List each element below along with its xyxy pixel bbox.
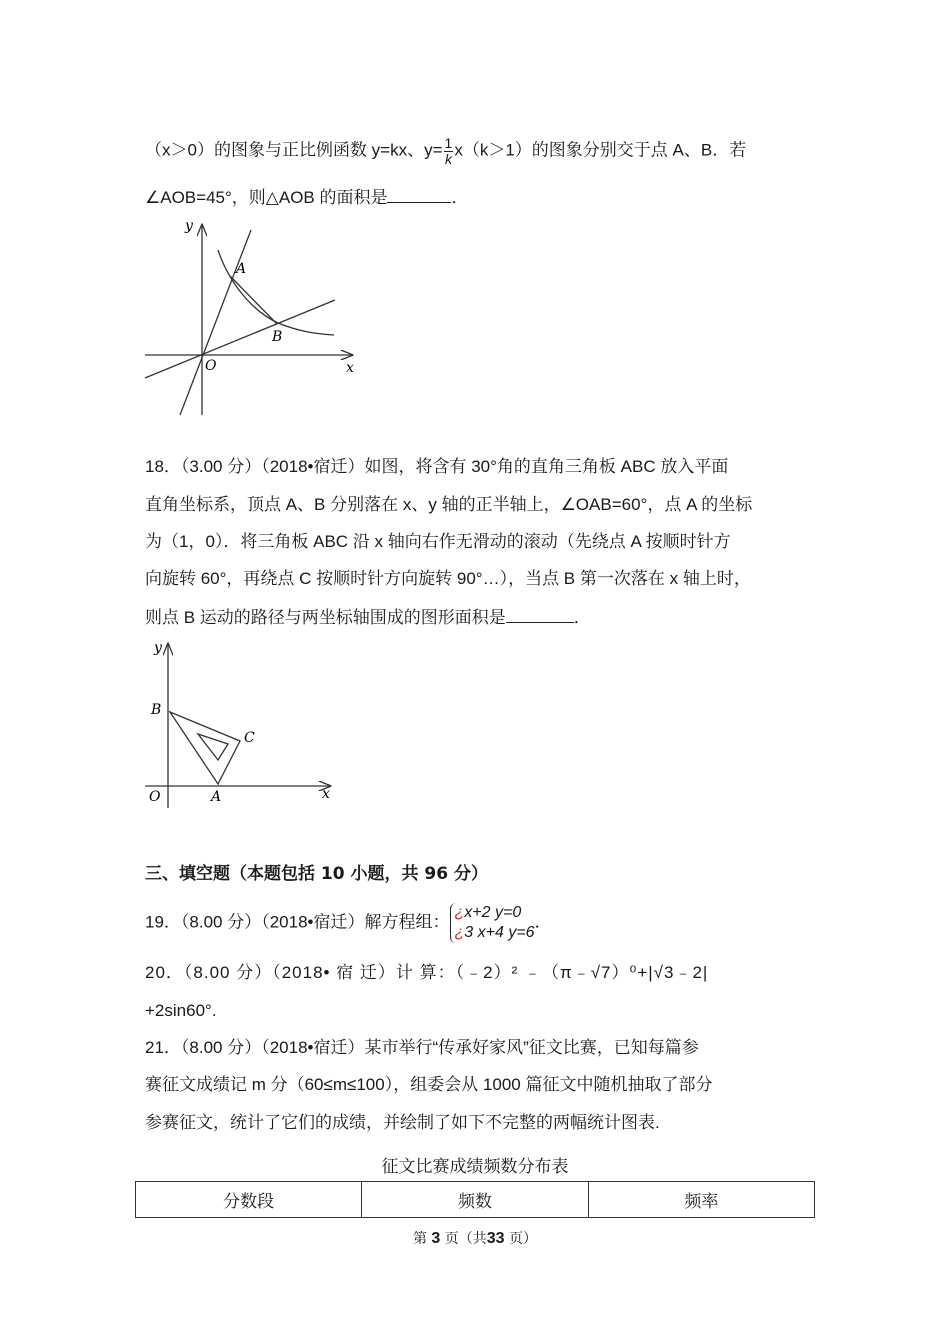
q17-line-2 (145, 188, 468, 206)
q18-end: ． (573, 608, 591, 627)
triangle-inner (198, 734, 228, 760)
q17-line-2-text: ∠AOB=45°，则△AOB 的面积是 (145, 188, 388, 207)
answer-blank (506, 608, 574, 623)
footer-page-number: 3 (431, 1230, 441, 1247)
footer-total-pages: 33 (486, 1230, 505, 1247)
equation-system (450, 903, 535, 943)
graph-label-o: O (205, 358, 217, 374)
steep-line (180, 230, 251, 415)
footer-mid: 页（共 (444, 1231, 487, 1247)
q18-text-3: 为（1，0）．将三角板 ABC 沿 x 轴向右作无滑动的滚动（先绕点 A 按顺时针方 (145, 532, 731, 551)
graph-label-x: x (346, 360, 354, 376)
answer-blank (387, 188, 451, 203)
q19-line (145, 903, 552, 943)
page-footer (0, 1228, 950, 1248)
q18-text-1: 18．（3.00 分）（2018•宿迁）如图，将含有 30°角的直角三角板 ABC 放入平面 (145, 457, 729, 476)
table-header-row (136, 1182, 815, 1218)
equation-2-mark: ¿ (454, 924, 465, 941)
q17-line-2-end: ． (451, 188, 469, 207)
q21-line-2: 赛征文成绩记 m 分（60≤m≤100），组委会从 1000 篇征文中随机抽取了部分 (145, 1075, 713, 1094)
fraction-1-over-k (444, 136, 454, 166)
fraction-numerator: 1 (444, 135, 453, 151)
shallow-line (145, 300, 335, 378)
graph-label-x: x (322, 786, 330, 802)
graph-label-b: B (151, 702, 162, 718)
graph-label-a: A (211, 789, 222, 805)
footer-pre: 第 (412, 1231, 427, 1247)
q21-line-3: 参赛征文，统计了它们的成绩，并绘制了如下不完整的两幅统计图表. (145, 1113, 660, 1132)
q17-line-1 (145, 136, 746, 166)
q17-line-1-part2: x（k＞1）的图象分别交于点 A、B．若 (454, 140, 747, 160)
equation-1 (455, 904, 522, 921)
equation-1-mark: ¿ (454, 904, 465, 921)
q18-graph (140, 636, 340, 811)
triangle-abc (170, 712, 240, 784)
q18-line-2 (145, 496, 752, 513)
header-frequency: 频数 (362, 1182, 588, 1218)
graph-label-b: B (272, 329, 283, 345)
q21-line-1: 21．（8.00 分）（2018•宿迁）某市举行“传承好家风”征文比赛，已知每篇参 (145, 1038, 699, 1057)
footer-post: 页） (509, 1231, 538, 1247)
equation-2-text: 3 x+4 y=6 (464, 924, 535, 941)
section-heading: 三、填空题（本题包括 10 小题，共 96 分） (145, 864, 488, 884)
q18-line-4 (145, 570, 751, 587)
q18-text-4: 向旋转 60°，再绕点 C 按顺时针方向旋转 90°…），当点 B 第一次落在 x 轴上时， (145, 569, 751, 588)
q20-line-2: +2sin60°. (145, 1001, 217, 1020)
q18-line-3 (145, 533, 731, 550)
equation-2 (455, 924, 535, 941)
q18-line-5 (145, 608, 591, 626)
q17-line-1-part1: （x＞0）的图象与正比例函数 y=kx、y= (145, 140, 443, 160)
table-caption: 征文比赛成绩频数分布表 (381, 1157, 569, 1177)
q18-text-5: 则点 B 运动的路径与两坐标轴围成的图形面积是 (145, 608, 506, 627)
header-score-range: 分数段 (136, 1182, 362, 1218)
graph-label-a: A (236, 261, 247, 277)
fraction-denominator: k (444, 150, 452, 167)
q17-graph (140, 210, 370, 425)
q20-line-1: 20．（8.00 分）（2018• 宿 迁）计 算：（﹣2）² ﹣（π﹣√7）⁰+|√3﹣2| (145, 963, 709, 982)
frequency-table (135, 1181, 815, 1218)
graph-label-y: y (185, 218, 193, 234)
equation-1-text: x+2 y=0 (464, 904, 522, 921)
graph-label-y: y (154, 640, 162, 656)
header-rate: 频率 (588, 1182, 814, 1218)
q19-end: ． (534, 912, 552, 932)
q19-prefix: 19．（8.00 分）（2018•宿迁）解方程组： (145, 912, 450, 932)
segment-ab (230, 276, 277, 324)
q18-text-2: 直角坐标系，顶点 A、B 分别落在 x、y 轴的正半轴上，∠OAB=60°，点 A 的坐标 (145, 495, 753, 514)
graph-label-c: C (244, 730, 255, 746)
q18-line-1 (145, 458, 728, 475)
graph-label-o: O (149, 789, 161, 805)
